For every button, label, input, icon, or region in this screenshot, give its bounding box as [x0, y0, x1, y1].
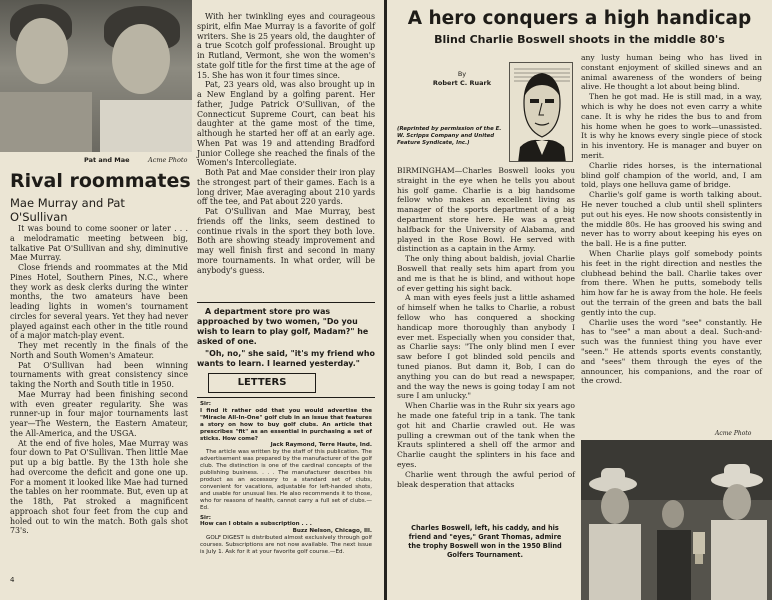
paragraph: They met recently in the finals of the North and South Women's Amateur.	[10, 341, 188, 360]
article-headline: Rival roommates	[10, 170, 191, 192]
photo-caption-row	[0, 154, 192, 166]
anecdote-paragraph: A department store pro was approached by two women, "Do you wish to learn to play golf, Madam?" he asked of one.	[197, 307, 369, 346]
article-subhead: Blind Charlie Boswell shoots in the middle 80's	[434, 33, 725, 46]
dateline: BIRMINGHAM—	[397, 166, 463, 175]
paragraph: Then he got mad. He is still mad, in a way, which is why he does not even carry a white cane. It is why he rides the bus to and from his home when he goes to work—unassisted. It is why he knows every single piece of stock in his inventory. He is manager and buyer on merit.	[581, 92, 762, 160]
author-portrait-sketch	[509, 62, 573, 162]
paragraph: Pat, 23 years old, was also brought up in a New England by a golfing parent. Her father, Judge Patrick O'Sullivan, of the Connecticut Supreme Court, can beat his daughter at the game most of the time, although he started her off at an early age. When Pat was 19 and attending Bradford Junior College she reached the finals of the Women's Intercollegiate.	[197, 80, 375, 168]
photo-boswell-trophy	[581, 440, 772, 600]
paragraph: The only thing about baldish, jovial Charlie Boswell that really sets him apart from you and me is that he is blind, and without hope of ever getting his sight back.	[397, 254, 575, 293]
paragraph: A man with eyes feels just a little ashamed of himself when he talks to Charlie, a robust fellow who has conquered a shocking handicap more thoroughly than anybody I ever met. Especially when you consider that, as Charlie says: "The only blind men I ever saw before I got blinded sold pencils and tuned pianos. But damn it, Bob, I can do anything you can do but read a newspaper, and the way the news is going today I am not sure I am unlucky."	[397, 293, 575, 401]
page-number: 4	[10, 576, 15, 584]
paragraph: When Charlie was in the Ruhr six years ago he made one fateful trip in a tank. The tank got hit and Charlie crawled out. He was pulling a crewman out of the tank when the Krauts splintered a shell off the armor and Charlie caught the splinters in his face and eyes.	[397, 401, 575, 469]
paragraph: Close friends and roommates at the Mid Pines Hotel, Southern Pines, N.C., where they work as desk clerks during the winter months, the two amateurs have been leading lights in women's tournament circles for several years. Yet they had never played against each other in the title round of a major match-play event.	[10, 263, 188, 341]
article-column-1	[10, 224, 188, 536]
paragraph: Pat O'Sullivan had been winning tournaments with great consistency since taking the North and South title in 1950.	[10, 360, 188, 389]
paragraph: It was bound to come sooner or later . . . a melodramatic meeting between big, talkative Pat O'Sullivan and shy, diminutive Mae Murray.	[10, 224, 188, 263]
byline	[422, 70, 502, 88]
photo-pat-and-mae	[0, 0, 192, 152]
letter-body: I find it rather odd that you would advertise the "Miracle All-In-One" golf club in an issue that features a story on how to buy golf clubs. An article that prescribes "fit" as an essential in purchasing a set of sticks. How come?	[200, 407, 372, 442]
paragraph: Pat O'Sullivan and Mae Murray, best friends off the links, seem destined to continue rivals in the sport they both love. Both are showing steady improvement and may well finish first and second in many more tournaments. In what order, will be anybody's guess.	[197, 207, 375, 275]
letter-signature: Buzz Nelson, Chicago, Ill.	[292, 528, 372, 535]
paragraph: Charlie went through the awful period of bleak desperation that attacks	[397, 469, 575, 489]
paragraph: BIRMINGHAM—Charles Boswell looks you straight in the eye when he tells you about his golf game. Charlie is a big handsome fellow who makes an excellent living as manager of the sports department of a big department store here. He was a great halfback for the University of Alabama, and played in the Rose Bowl. He served with distinction as a captain in the Army.	[397, 166, 575, 254]
editor-reply: The article was written by the staff of this publication. The advertisement was prepared by the manufacturer of the golf club. The distinction is one of the cardinal concepts of the publishing business. . . . The manufacturer describes his product as an accessory to a standard set of clubs, convenient for vacations, adjustable for left-handed shots, and usable for unusual lies. He also recommends it to those, who for reasons of health, cannot carry a full set of clubs.—Ed.	[200, 449, 372, 511]
letter-body: How can I obtain a subscription . . .	[200, 521, 312, 528]
byline-by: By	[457, 70, 467, 78]
paragraph: Charlie rides horses, is the international blind golf champion of the world, and, I am told, plays one helluva game of bridge.	[581, 160, 762, 190]
article-column-1	[397, 166, 575, 489]
editor-reply: GOLF DIGEST is distributed almost exclusively through golf courses. Subscriptions are not now available. The next issue is July 1. Ask for it at your favorite golf course.—Ed.	[200, 535, 372, 556]
paragraph: Mae Murray had been finishing second with even greater regularity. She was runner-up in four major tournaments last year—The Western, the Eastern Amateur, the All-America, and the USGA.	[10, 389, 188, 438]
anecdote-box	[197, 302, 375, 369]
letter-signature: Jack Raymond, Terre Haute, Ind.	[270, 442, 372, 449]
byline-author: Robert C. Ruark	[432, 79, 492, 87]
left-page	[0, 0, 384, 600]
article-column-2	[581, 53, 762, 386]
photo-credit: Acme Photo	[148, 156, 188, 164]
photo-credit: Acme Photo	[715, 430, 752, 437]
photo-caption: Charles Boswell, left, his caddy, and his friend and "eyes," Grant Thomas, admire the trophy Boswell won in the 1950 Blind Golfers Tournament.	[408, 524, 562, 559]
paragraph: When Charlie plays golf somebody points his feet in the right direction and nestles the clubhead behind the ball. Charlie takes over from there. When he putts, somebody tells him how far he is away from the hole. He feels out the terrain of the green and bats the ball gently into the cup.	[581, 248, 762, 317]
letters-section	[200, 401, 372, 556]
anecdote-paragraph: "Oh, no," she said, "it's my friend who wants to learn. I learned yesterday."	[197, 349, 375, 368]
reprint-permission: (Reprinted by permission of the E. W. Scripps Company and United Feature Syndicate, Inc.)	[397, 126, 502, 146]
article-subhead: Mae Murray and Pat O'Sullivan	[10, 196, 125, 224]
letter-salutation: Sir:	[200, 401, 211, 407]
letters-heading: LETTERS	[208, 373, 316, 393]
photo-caption: Pat and Mae	[84, 156, 130, 164]
paragraph: Charlie's golf game is worth talking about. He never touched a club until shell splinters put out his eyes. He now shoots consistently in the middle 80s. He has grooved his swing and never has to worry about keeping his eyes on the ball. He is a fine putter.	[581, 190, 762, 249]
article-headline: A hero conquers a high handicap	[407, 8, 752, 29]
article-column-2	[197, 12, 375, 275]
paragraph: At the end of five holes, Mae Murray was four down to Pat O'Sullivan. Then little Mae put up a big battle. By the 13th hole she had overcome the deficit and gone one up. For a moment it looked like Mae had turned the tables on her roommate. But, even up at the 18th, Pat stroked a magnificent approach shot four feet from the cup and holed out to win the match. Both gals shot 73's.	[10, 438, 188, 536]
paragraph: With her twinkling eyes and courageous spirit, elfin Mae Murray is a favorite of golf writers. She is 25 years old, the daughter of a true Scotch golf professional. Brought up in Rutland, Vermont, she won the women's state golf title for the first time at the age of 15. She has won it four times since.	[197, 12, 375, 80]
right-page	[387, 0, 772, 600]
paragraph: any lusty human being who has lived in constant enjoyment of skilled sinews and an animal awareness of the wonders of being alive. He thought a lot about being blind.	[581, 53, 762, 92]
divider	[197, 397, 375, 398]
paragraph: Charlie uses the word "see" constantly. He has to "see" a man about a deal. Such-and-such was the funniest thing you have ever "seen." He attends sports events constantly, and "sees" them through the eyes of the announcer, his companions, and the roar of the crowd.	[581, 317, 762, 386]
paragraph: Both Pat and Mae consider their iron play the strongest part of their games. Each is a long driver, Mae averaging about 210 yards off the tee, and Pat about 220 yards.	[197, 168, 375, 207]
letter-salutation: Sir:	[200, 514, 211, 521]
